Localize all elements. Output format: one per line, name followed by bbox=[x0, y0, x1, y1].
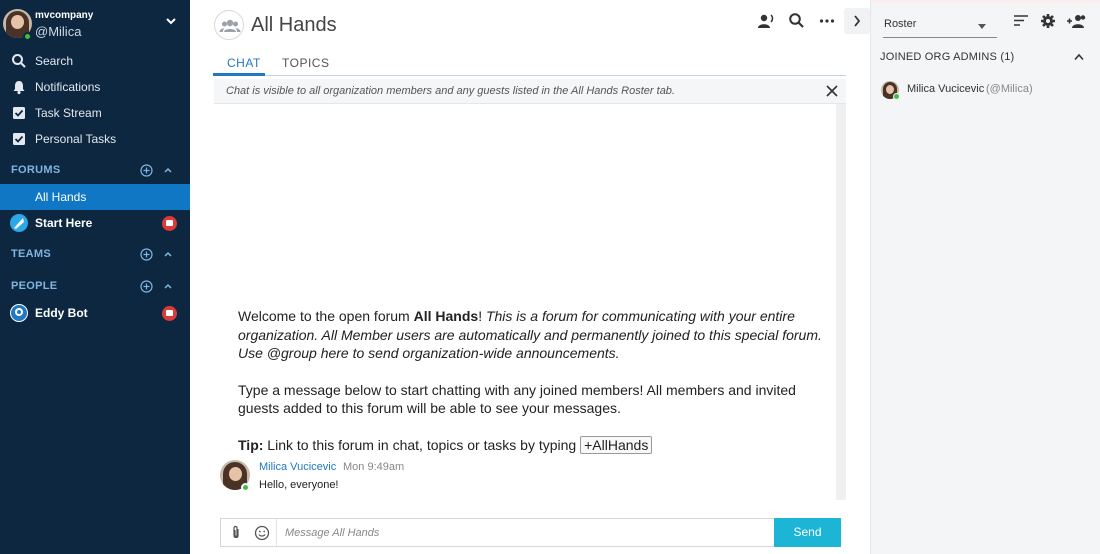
message-text: Hello, everyone! bbox=[259, 479, 339, 491]
nav-notifications[interactable] bbox=[0, 74, 190, 100]
sort-icon[interactable] bbox=[1012, 13, 1030, 29]
tip-label: Tip: bbox=[238, 436, 264, 453]
checkbox-icon bbox=[11, 105, 27, 121]
company-name: mvcompany bbox=[35, 10, 94, 21]
collapse-panel-button[interactable] bbox=[844, 8, 870, 34]
online-status-dot bbox=[241, 483, 250, 492]
user-handle: @Milica bbox=[35, 24, 82, 39]
add-member-icon[interactable] bbox=[1066, 13, 1086, 29]
online-status-dot bbox=[893, 93, 900, 100]
checkbox-icon bbox=[11, 131, 27, 147]
start-here-logo-icon bbox=[10, 214, 28, 232]
tip-tag: +AllHands bbox=[580, 436, 652, 454]
tab-chat[interactable]: CHAT bbox=[227, 56, 261, 70]
section-title: TEAMS bbox=[11, 248, 51, 260]
roster-member[interactable] bbox=[881, 80, 1091, 100]
dropdown-arrow-icon bbox=[978, 24, 986, 29]
nav-label: Search bbox=[35, 54, 74, 68]
add-forum-plus-icon[interactable] bbox=[140, 164, 153, 177]
forum-label: All Hands bbox=[35, 190, 87, 204]
banner-text: Chat is visible to all organization members and any guests listed in the All Hands Roster tab. bbox=[226, 85, 675, 97]
joined-admins-heading: JOINED ORG ADMINS (1) bbox=[880, 51, 1015, 63]
nav-label: Personal Tasks bbox=[35, 132, 117, 146]
message-composer bbox=[220, 518, 840, 547]
chevron-up-icon[interactable] bbox=[163, 281, 173, 291]
welcome-italic-text: This is a forum for communicating with your entire organization. All Member users are automatically and permanently joined to this special forum. Use @group here to send organization-wide announcements. bbox=[238, 308, 822, 361]
tip-text: Link to this forum in chat, topics or tasks by typing bbox=[263, 436, 581, 453]
roster-panel bbox=[870, 0, 1100, 554]
tab-topics[interactable]: TOPICS bbox=[282, 56, 330, 70]
send-button[interactable]: Send bbox=[774, 518, 841, 547]
section-title: FORUMS bbox=[11, 164, 61, 176]
message-author[interactable]: Milica Vucicevic bbox=[259, 461, 337, 473]
nav-label: Notifications bbox=[35, 80, 101, 94]
bell-icon bbox=[11, 79, 27, 95]
section-forums bbox=[0, 159, 190, 183]
chat-area bbox=[214, 104, 836, 500]
voice-call-icon[interactable] bbox=[757, 12, 775, 30]
member-handle: (@Milica) bbox=[986, 83, 1033, 95]
unread-message-icon bbox=[162, 306, 177, 321]
roster-dropdown[interactable] bbox=[883, 14, 997, 38]
sidebar bbox=[0, 0, 190, 554]
page-title: All Hands bbox=[251, 14, 337, 36]
close-icon[interactable] bbox=[826, 85, 838, 97]
add-team-plus-icon[interactable] bbox=[140, 248, 153, 261]
search-icon[interactable] bbox=[788, 12, 806, 30]
chat-scrollbar[interactable] bbox=[836, 104, 846, 500]
nav-search[interactable] bbox=[0, 48, 190, 74]
person-label: Eddy Bot bbox=[35, 306, 88, 320]
visibility-banner bbox=[214, 79, 846, 104]
forum-item-all-hands[interactable] bbox=[0, 184, 190, 210]
welcome-text: ! bbox=[478, 308, 486, 324]
chevron-up-icon[interactable] bbox=[1074, 53, 1084, 61]
search-icon bbox=[11, 53, 27, 69]
channel-label: Start Here bbox=[35, 216, 93, 230]
chevron-down-icon[interactable] bbox=[165, 16, 177, 26]
forum-tabs bbox=[213, 52, 846, 76]
member-name: Milica Vucicevic bbox=[907, 83, 985, 95]
group-icon bbox=[214, 10, 244, 40]
more-options-icon[interactable] bbox=[818, 12, 836, 30]
add-person-plus-icon[interactable] bbox=[140, 280, 153, 293]
message-input[interactable] bbox=[285, 522, 765, 543]
bot-avatar-icon bbox=[10, 304, 28, 322]
channel-start-here[interactable] bbox=[0, 210, 190, 236]
welcome-text: Welcome to the open forum bbox=[238, 308, 414, 324]
nav-personal-tasks[interactable] bbox=[0, 126, 190, 152]
person-eddy-bot[interactable] bbox=[0, 300, 190, 326]
section-teams bbox=[0, 243, 190, 267]
section-title: PEOPLE bbox=[11, 280, 58, 292]
gear-icon[interactable] bbox=[1039, 13, 1057, 29]
unread-message-icon bbox=[162, 216, 177, 231]
chevron-right-icon bbox=[844, 8, 870, 34]
nav-label: Task Stream bbox=[35, 106, 102, 120]
forum-name-bold: All Hands bbox=[413, 308, 479, 324]
paperclip-icon[interactable] bbox=[229, 525, 243, 541]
account-switcher[interactable] bbox=[0, 0, 190, 46]
welcome-paragraph-2: Type a message below to start chatting with any joined members! All members and invited guests added to this forum will be able to see your messages. bbox=[238, 381, 796, 416]
dropdown-value: Roster bbox=[884, 18, 917, 30]
message-timestamp: Mon 9:49am bbox=[343, 461, 405, 473]
nav-task-stream[interactable] bbox=[0, 100, 190, 126]
panel-top-divider bbox=[871, 0, 1100, 3]
online-status-dot bbox=[23, 32, 32, 41]
emoji-icon[interactable] bbox=[254, 525, 270, 541]
chevron-up-icon[interactable] bbox=[163, 165, 173, 175]
chevron-up-icon[interactable] bbox=[163, 249, 173, 259]
welcome-message bbox=[238, 307, 828, 472]
section-people bbox=[0, 275, 190, 299]
composer-divider bbox=[276, 519, 277, 546]
